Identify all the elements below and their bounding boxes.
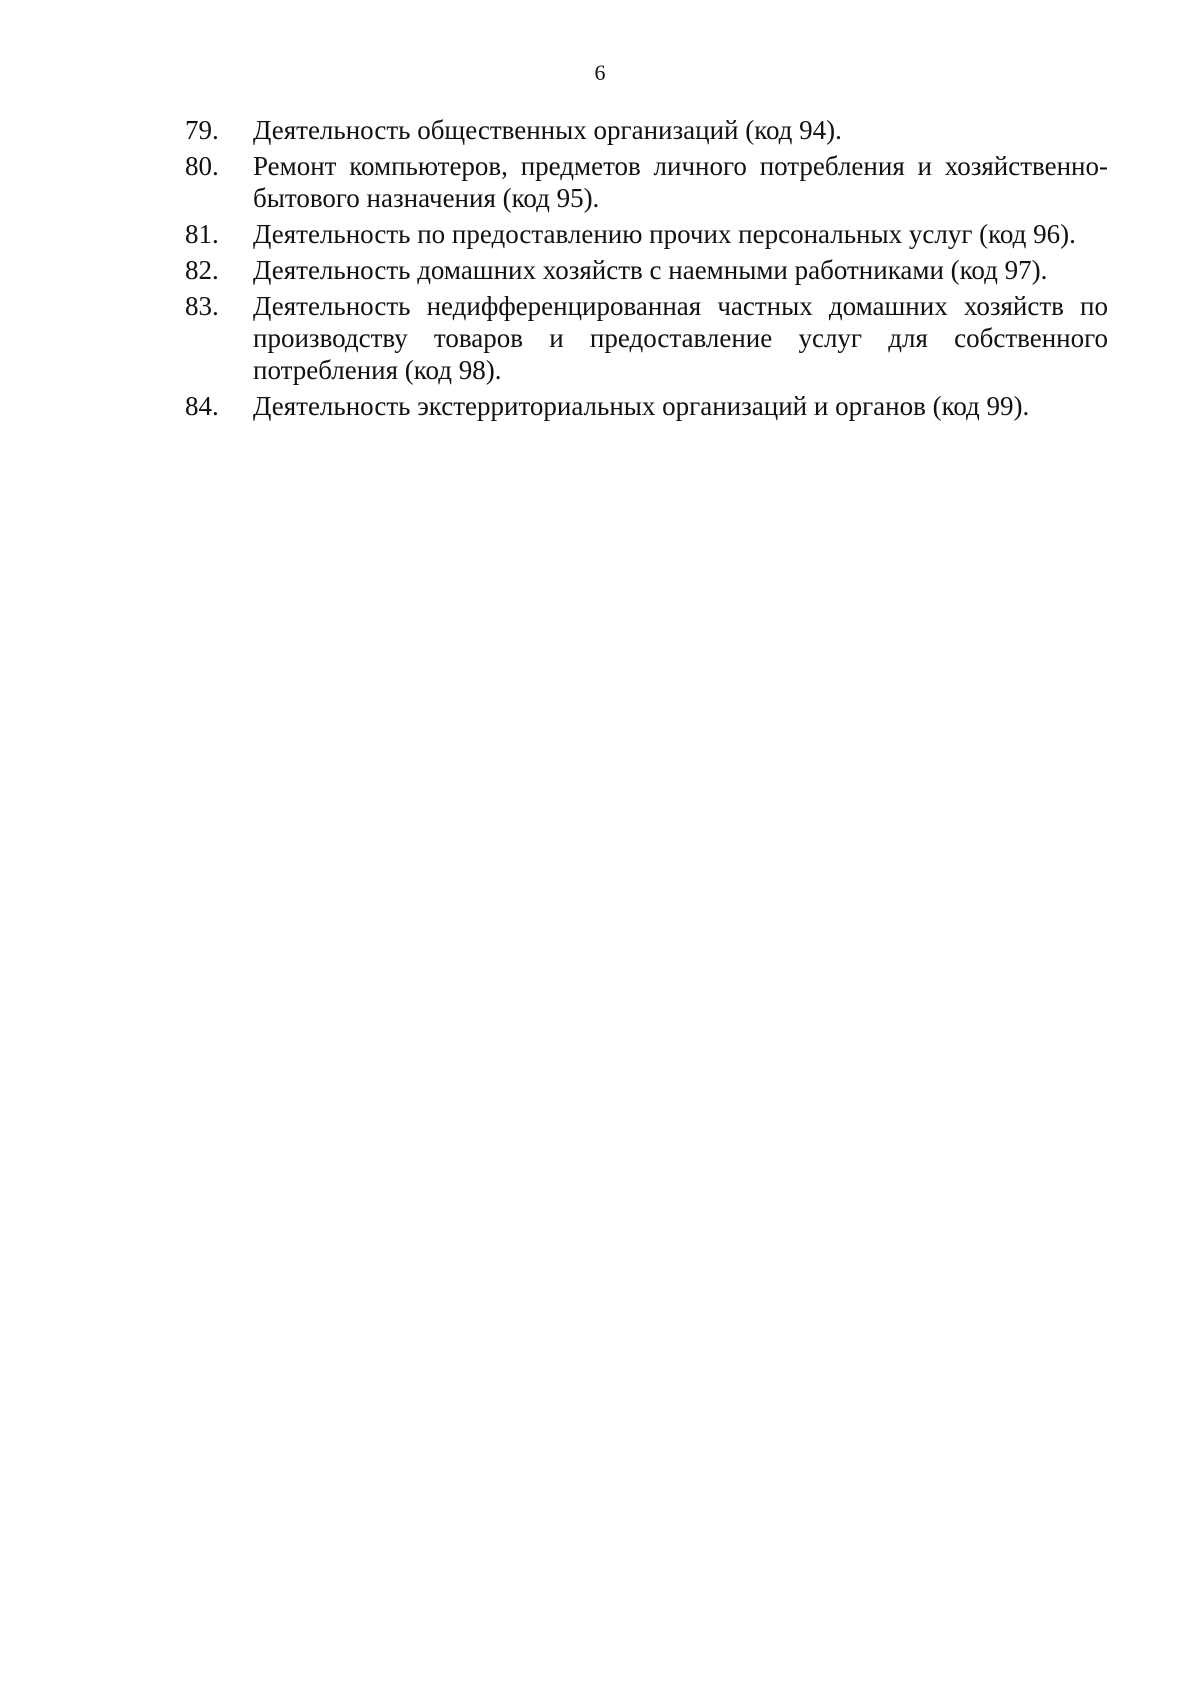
list-item — [185, 290, 1108, 386]
item-number: 81. — [185, 219, 219, 249]
list-item — [185, 218, 1108, 250]
item-number: 79. — [185, 115, 219, 145]
page-number: 6 — [594, 60, 606, 85]
activity-list — [185, 114, 1108, 426]
list-item — [185, 150, 1108, 214]
item-text: Деятельность общественных организаций (код 94). — [253, 115, 842, 145]
list-item — [185, 254, 1108, 286]
item-text: Деятельность экстерриториальных организаций и органов (код 99). — [253, 391, 1030, 421]
item-text: Деятельность по предоставлению прочих персональных услуг (код 96). — [253, 219, 1076, 249]
item-number: 83. — [185, 291, 219, 321]
item-text: Деятельность домашних хозяйств с наемными работниками (код 97). — [253, 255, 1048, 285]
item-text: Ремонт компьютеров, предметов личного потребления и хозяйственно-бытового назначения (код 95). — [253, 151, 1108, 213]
list-item — [185, 390, 1108, 422]
item-text: Деятельность недифференцированная частных домашних хозяйств по производству товаров и предоставление услуг для собственного потребления (код 98). — [253, 291, 1108, 385]
item-number: 84. — [185, 391, 219, 421]
item-number: 80. — [185, 151, 219, 181]
item-number: 82. — [185, 255, 219, 285]
list-item — [185, 114, 1108, 146]
